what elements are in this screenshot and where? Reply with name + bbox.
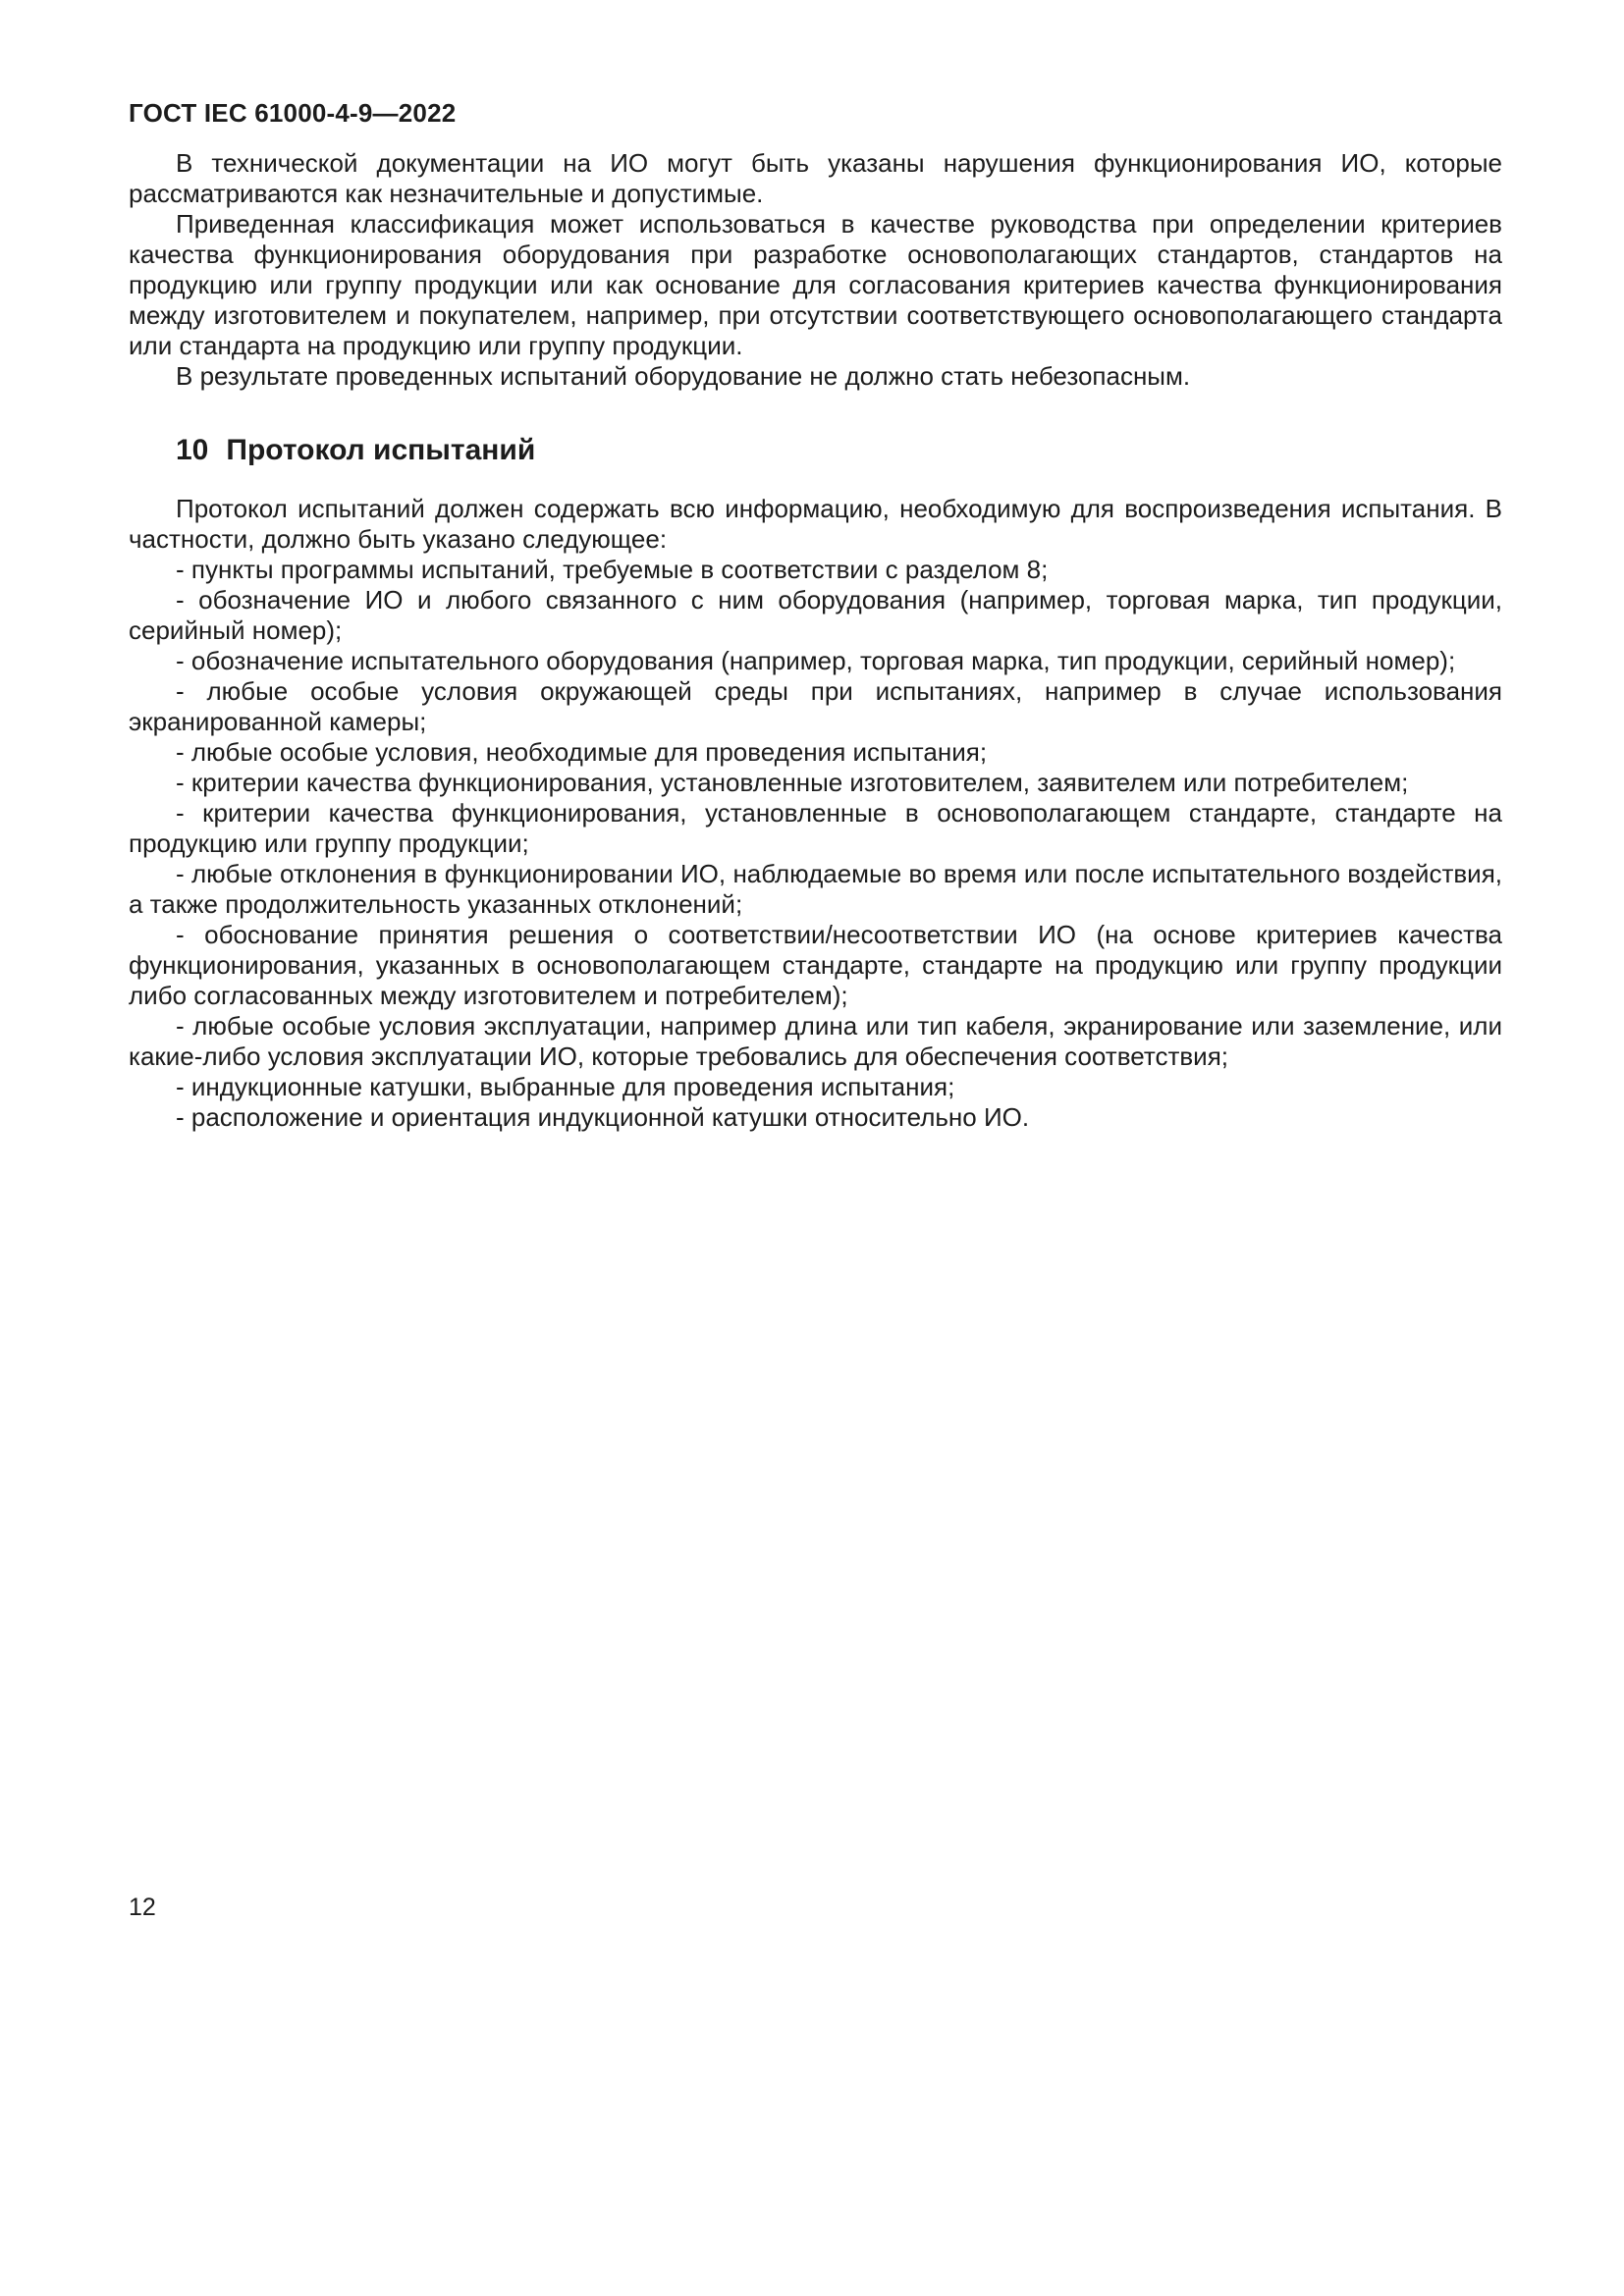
requirements-list — [129, 555, 1502, 1133]
list-item: - индукционные катушки, выбранные для проведения испытания; — [176, 1072, 955, 1101]
list-item: - любые особые условия окружающей среды при испытаниях, например в случае использования экранированной камеры; — [129, 676, 1502, 736]
page-number: 12 — [129, 1894, 156, 1921]
list-item: - пункты программы испытаний, требуемые в соответствии с разделом 8; — [176, 555, 1049, 584]
section-heading — [129, 433, 1502, 468]
list-item: - критерии качества функционирования, установленные в основополагающем стандарте, стандарте на продукцию или группу продукции; — [129, 798, 1502, 858]
section-number: 10 — [176, 434, 209, 466]
list-item: - обозначение испытательного оборудования (например, торговая марка, тип продукции, серийный номер); — [176, 646, 1456, 675]
document-header: ГОСТ IEC 61000-4-9—2022 — [129, 98, 457, 128]
section-title: Протокол испытаний — [226, 434, 536, 466]
list-item: - любые отклонения в функционировании ИО, наблюдаемые во время или после испытательного воздействия, а также продолжительность указанных отклонений; — [129, 859, 1502, 919]
section-lead-paragraph: Протокол испытаний должен содержать всю информацию, необходимую для воспроизведения испытания. В частности, должно быть указано следующее: — [129, 494, 1502, 554]
list-item: - любые особые условия, необходимые для проведения испытания; — [176, 737, 988, 767]
intro-paragraph: Приведенная классификация может использоваться в качестве руководства при определении критериев качества функционирования оборудования при разработке основополагающих стандартов, стандартов на продукцию или группу продукции или как основание для согласования критериев качества функционирования между изготовителем и покупателем, например, при отсутствии соответствующего основополагающего стандарта или стандарта на продукцию или группу продукции. — [129, 209, 1502, 360]
list-item: - обоснование принятия решения о соответствии/несоответствии ИО (на основе критериев качества функционирования, указанных в основополагающем стандарте, стандарте на продукцию или группу продукции либо согласованных между изготовителем и потребителем); — [129, 920, 1502, 1010]
list-item: - обозначение ИО и любого связанного с ним оборудования (например, торговая марка, тип продукции, серийный номер); — [129, 585, 1502, 645]
list-item: - критерии качества функционирования, установленные изготовителем, заявителем или потребителем; — [176, 768, 1409, 797]
list-item: - любые особые условия эксплуатации, например длина или тип кабеля, экранирование или заземление, или какие-либо условия эксплуатации ИО, которые требовались для обеспечения соответствия; — [129, 1011, 1502, 1071]
list-item: - расположение и ориентация индукционной катушки относительно ИО. — [176, 1102, 1030, 1132]
page-content — [129, 98, 1502, 1133]
intro-paragraph: В технической документации на ИО могут быть указаны нарушения функционирования ИО, которые рассматриваются как незначительные и допустимые. — [129, 148, 1502, 208]
intro-paragraph: В результате проведенных испытаний оборудование не должно стать небезопасным. — [176, 361, 1191, 391]
